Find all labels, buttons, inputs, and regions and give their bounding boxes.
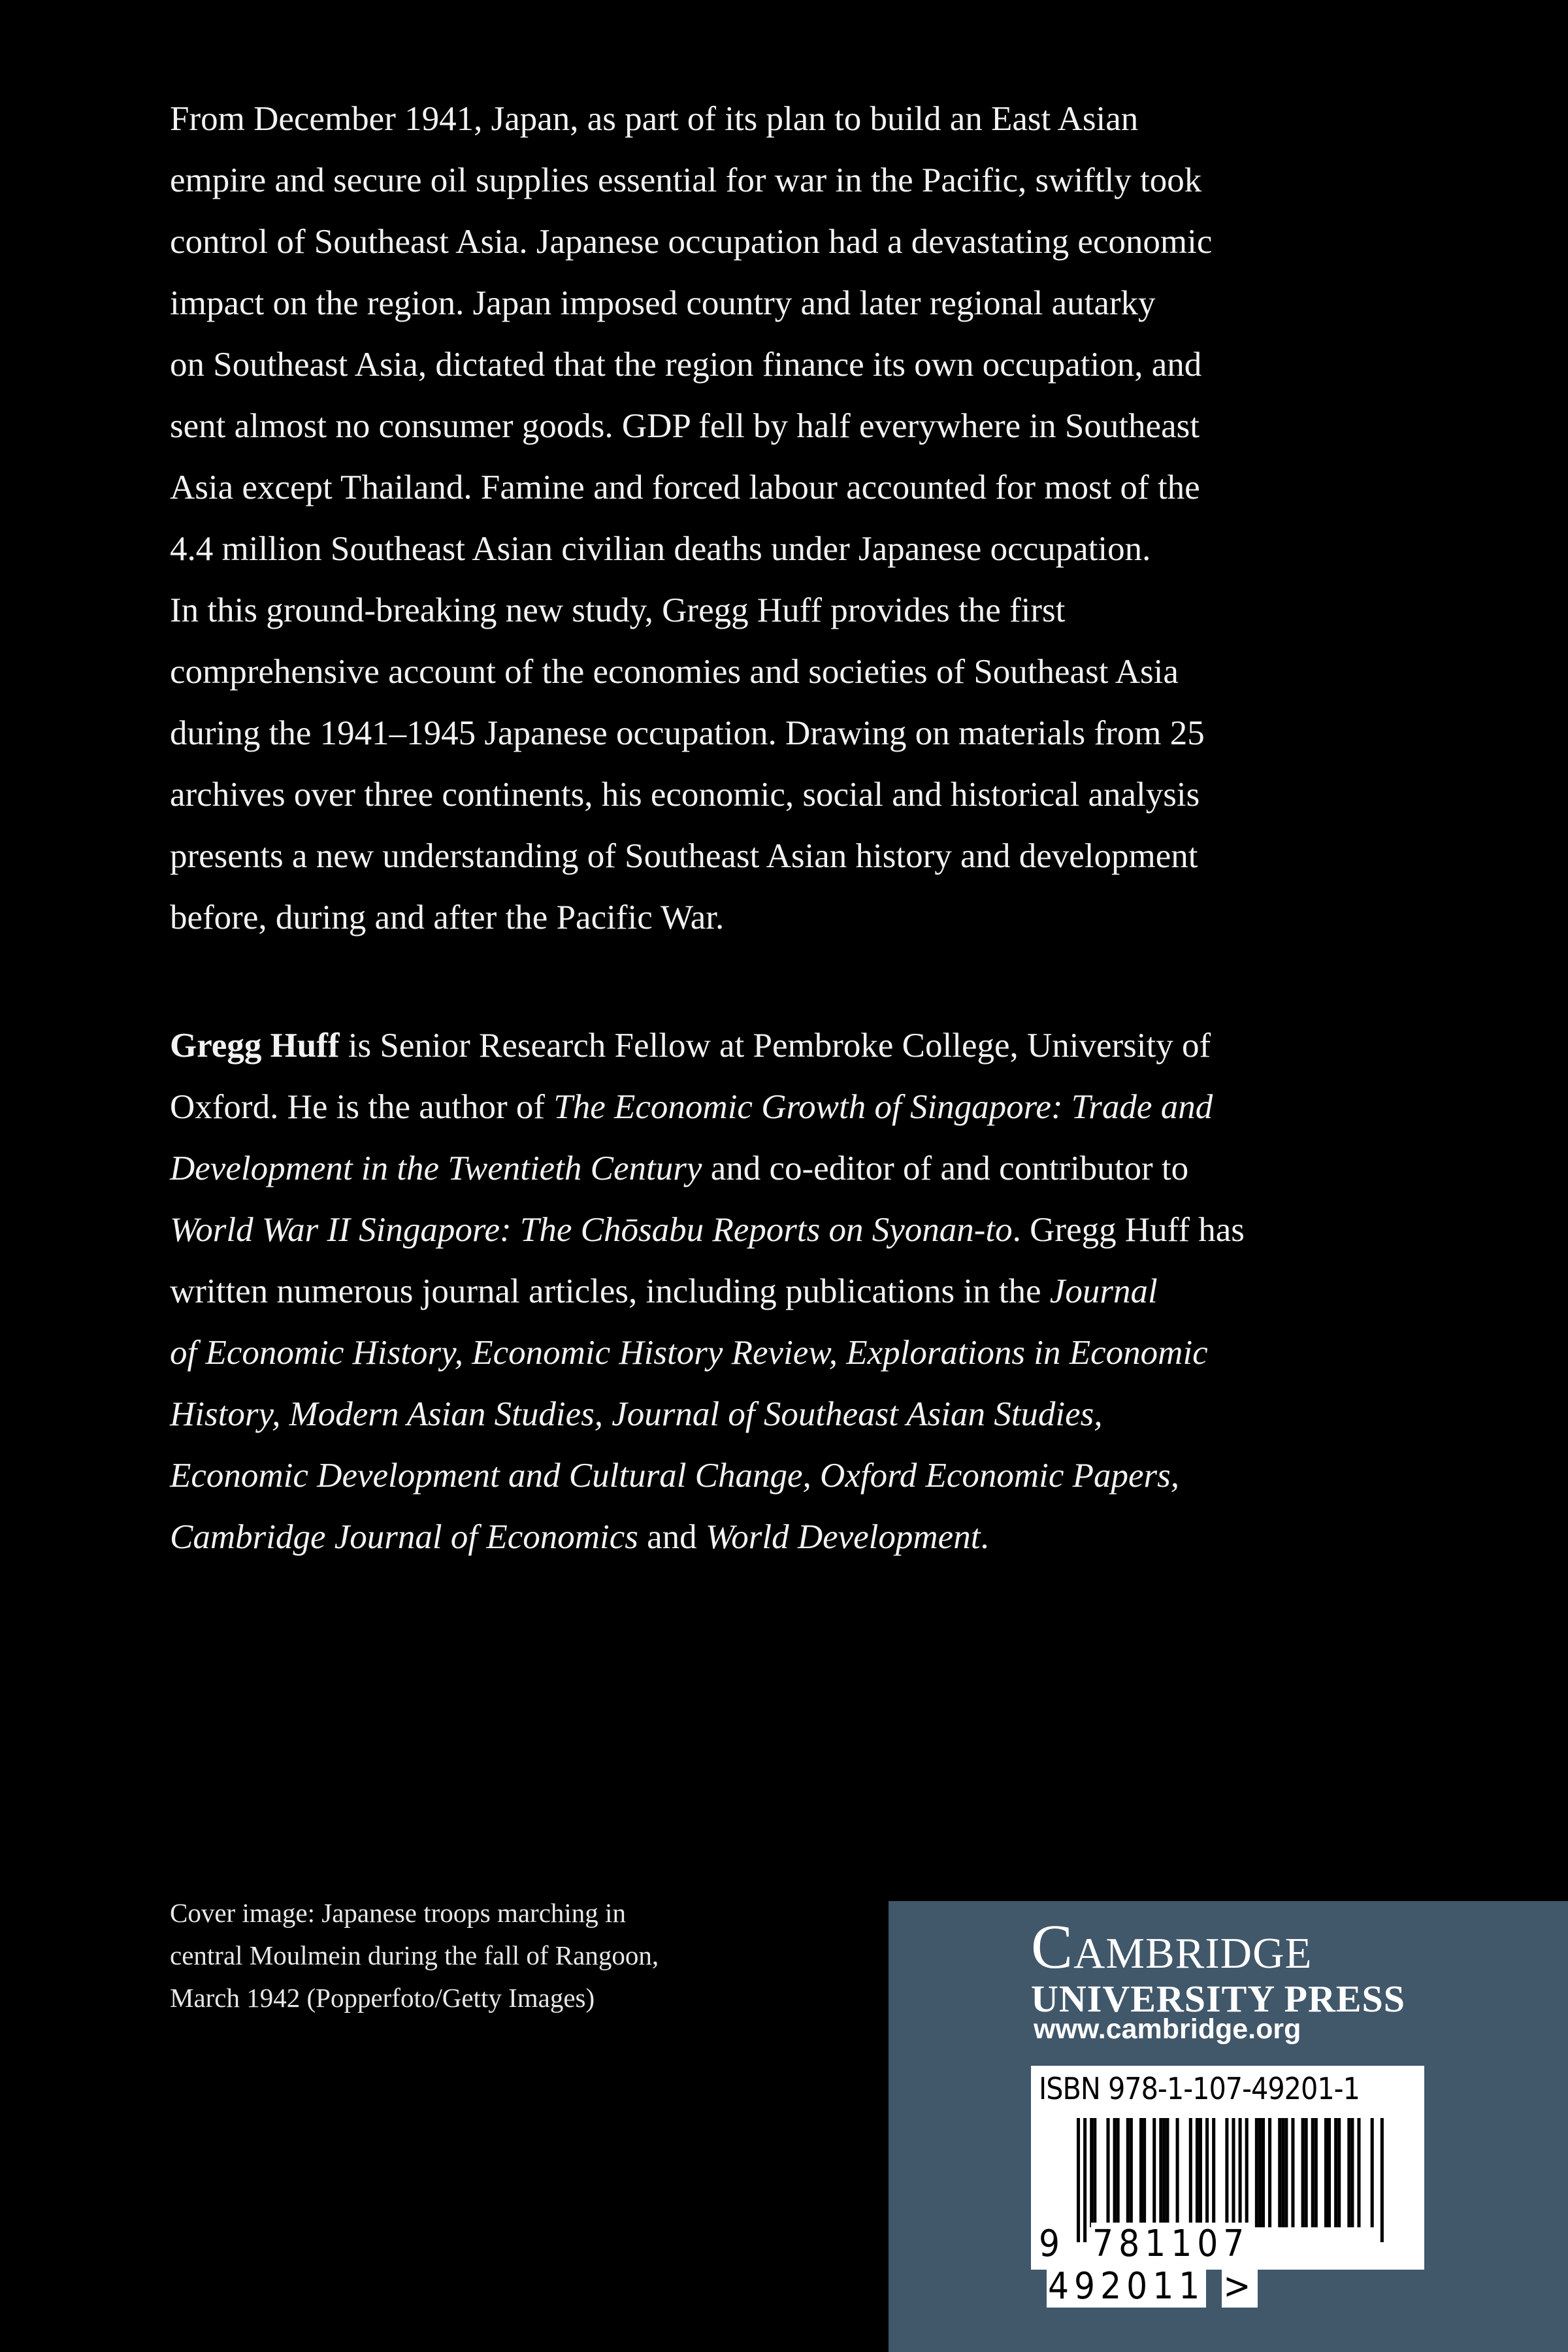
barcode-bar (1258, 2118, 1262, 2227)
text-segment: comprehensive account of the economies and societies of Southeast Asia (170, 653, 1179, 691)
text-line (170, 1445, 1411, 1506)
publisher-panel (889, 1901, 1568, 2352)
ean-digits (1037, 2223, 1424, 2308)
barcode-bar (1334, 2118, 1337, 2227)
text-segment: . (980, 1518, 989, 1556)
barcode-bar (1305, 2118, 1308, 2227)
text-line (170, 1076, 1411, 1138)
isbn-barcode-box (1031, 2066, 1424, 2308)
barcode-bar (1212, 2118, 1215, 2227)
barcode-bar (1284, 2118, 1288, 2227)
cover-image-caption (170, 1892, 659, 2019)
barcode-bar (1357, 2118, 1360, 2227)
text-segment: is Senior Research Fellow at Pembroke College, University of (339, 1027, 1211, 1065)
barcode-bar (1311, 2118, 1315, 2227)
text-line (170, 1506, 1411, 1568)
italic-title: Cambridge Journal of Economics (170, 1518, 638, 1556)
text-line (170, 1199, 1411, 1261)
text-segment: archives over three continents, his economic, social and historical analysis (170, 776, 1200, 814)
barcode-bar (1126, 2118, 1130, 2227)
barcode-bar (1117, 2118, 1120, 2227)
publisher-subtitle: UNIVERSITY PRESS (1031, 1978, 1406, 2020)
text-segment: during the 1941–1945 Japanese occupation. Drawing on materials from 25 (170, 714, 1205, 752)
text-segment: Asia except Thailand. Famine and forced labour accounted for most of the (170, 469, 1200, 506)
text-segment: impact on the region. Japan imposed country and later regional autarky (170, 284, 1156, 322)
barcode-bar (1291, 2118, 1294, 2227)
publisher-name: Cambridge (1031, 1912, 1313, 1981)
barcode-bar (1106, 2118, 1109, 2227)
text-line (170, 887, 1411, 948)
barcode-bar (1278, 2118, 1281, 2227)
barcode-bar (1199, 2118, 1202, 2227)
italic-title: World War II Singapore: The Chōsabu Reports on Syonan-to (170, 1211, 1013, 1249)
italic-title: History, Modern Asian Studies, Journal of Southeast Asian Studies, (170, 1395, 1103, 1433)
barcode-bar (1205, 2118, 1209, 2227)
text-segment: sent almost no consumer goods. GDP fell by half everywhere in Southeast (170, 407, 1200, 445)
italic-title: The Economic Growth of Singapore: Trade and (553, 1088, 1213, 1126)
ean-digits-left: 781107 (1092, 2223, 1250, 2265)
text-line (170, 1138, 1411, 1199)
publisher-url: www.cambridge.org (1034, 2013, 1301, 2045)
barcode-bar (1328, 2118, 1331, 2227)
italic-title: Development in the Twentieth Century (170, 1150, 702, 1187)
text-segment: From December 1941, Japan, as part of its plan to build an East Asian (170, 100, 1139, 138)
text-line (170, 580, 1411, 641)
barcode-bar (1196, 2118, 1199, 2227)
barcode-bar (1162, 2118, 1166, 2227)
barcode-bar (1139, 2118, 1143, 2227)
ean-digit-prefix: 9 (1039, 2223, 1066, 2265)
text-segment: empire and secure oil supplies essential for war in the Pacific, swiftly took (170, 161, 1202, 199)
barcode-bar (1152, 2118, 1156, 2227)
text-line (170, 1977, 659, 2019)
barcode-bar (1176, 2118, 1179, 2227)
barcode-bar (1350, 2118, 1354, 2227)
barcode-bar (1093, 2118, 1096, 2227)
text-segment: In this ground-breaking new study, Gregg Huff provides the first (170, 591, 1066, 629)
barcode-bar (1113, 2118, 1117, 2227)
text-line (170, 1383, 1411, 1445)
text-segment: Cover image: Japanese troops marching in (170, 1898, 626, 1928)
text-line (170, 211, 1411, 273)
barcode-bar (1143, 2118, 1146, 2227)
text-line (170, 1322, 1411, 1383)
text-line (170, 395, 1411, 457)
italic-title: Journal (1049, 1272, 1158, 1310)
text-line (170, 1015, 1411, 1076)
text-line (170, 1261, 1411, 1322)
text-line (170, 457, 1411, 518)
barcode-bar (1301, 2118, 1305, 2227)
text-line (170, 641, 1411, 703)
barcode-bar (1166, 2118, 1169, 2227)
text-segment: Oxford. He is the author of (170, 1088, 554, 1126)
barcode-bar (1245, 2118, 1249, 2227)
text-segment: control of Southeast Asia. Japanese occupation had a devastating economic (170, 223, 1213, 261)
barcode-bar (1189, 2118, 1192, 2227)
italic-title: World Development (705, 1518, 981, 1556)
text-line (170, 1892, 659, 1934)
barcode-bar (1130, 2118, 1133, 2227)
text-line (170, 703, 1411, 764)
isbn-label: ISBN 978-1-107-49201-1 (1039, 2071, 1360, 2106)
text-line (170, 334, 1411, 395)
barcode-bar (1262, 2118, 1265, 2227)
barcode-bar (1268, 2118, 1271, 2227)
barcode-bar (1337, 2118, 1341, 2227)
text-line (170, 518, 1411, 580)
text-line (170, 150, 1411, 211)
barcode-bar (1281, 2118, 1284, 2227)
ean-digits-right: 492011 (1048, 2265, 1205, 2308)
text-line (170, 825, 1411, 887)
text-segment: presents a new understanding of Southeast Asian history and development (170, 837, 1198, 875)
author-bio-paragraph (170, 1015, 1411, 1568)
text-segment: before, during and after the Pacific War. (170, 899, 725, 936)
barcode-bar (1090, 2118, 1093, 2227)
text-line (170, 764, 1411, 825)
text-segment: written numerous journal articles, including publications in the (170, 1272, 1050, 1310)
text-segment: on Southeast Asia, dictated that the region finance its own occupation, and (170, 346, 1202, 384)
barcode-bar (1159, 2118, 1162, 2227)
text-line (170, 1934, 659, 1977)
italic-title: Economic Development and Cultural Change, Oxford Economic Papers, (170, 1457, 1180, 1495)
barcode-bar (1371, 2118, 1374, 2227)
barcode-bar (1255, 2118, 1258, 2227)
text-segment: March 1942 (Popperfoto/Getty Images) (170, 1983, 595, 2013)
author-name: Gregg Huff (170, 1027, 340, 1065)
italic-title: of Economic History, Economic History Review, Explorations in Economic (170, 1334, 1208, 1372)
text-segment: central Moulmein during the fall of Rangoon, (170, 1940, 659, 1970)
description-paragraph (170, 88, 1411, 948)
text-segment: 4.4 million Southeast Asian civilian deaths under Japanese occupation. (170, 530, 1151, 568)
text-line (170, 88, 1411, 150)
barcode-bar (1347, 2118, 1350, 2227)
text-segment: and co-editor of and contributor to (702, 1150, 1189, 1187)
barcode-bar (1315, 2118, 1318, 2227)
text-line (170, 273, 1411, 334)
text-segment: and (638, 1518, 706, 1556)
barcode-bar (1324, 2118, 1328, 2227)
ean-quiet-marker: > (1223, 2265, 1256, 2308)
text-segment: . Gregg Huff has (1012, 1211, 1245, 1249)
cambridge-logo (1031, 1914, 1405, 2019)
